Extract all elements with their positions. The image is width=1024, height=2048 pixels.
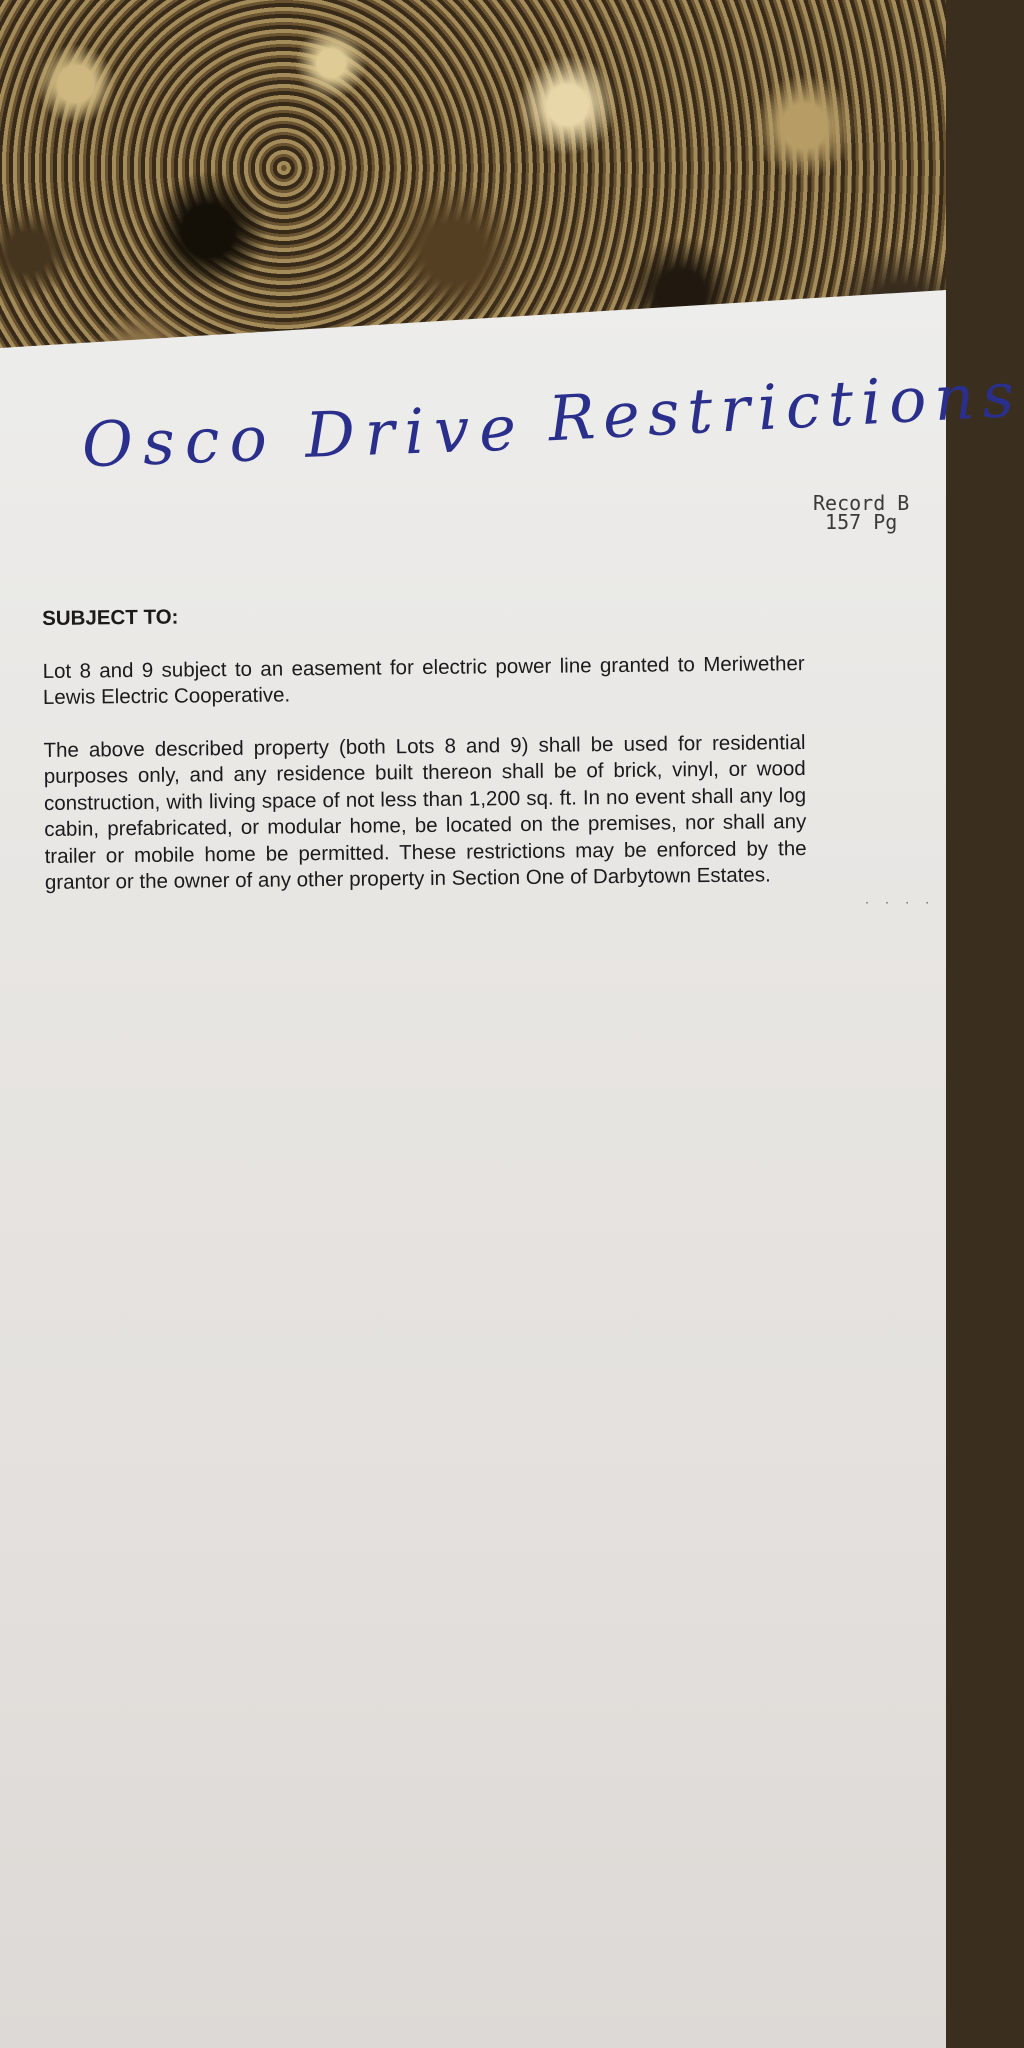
paper-specks: · · · · — [864, 898, 935, 909]
handwritten-title-word-1: Osco — [80, 401, 278, 482]
record-stamp — [813, 491, 910, 534]
document-body — [42, 598, 807, 922]
handwritten-title-word-2: Drive — [303, 391, 528, 472]
document-heading: SUBJECT TO: — [42, 605, 179, 630]
paper-sheet — [0, 290, 946, 2048]
restrictions-paragraph: The above described property (both Lots 8 and 9) shall be used for residential purposes only, and any residence built thereon shall be of brick, vinyl, or wood construction, with living space of not less than 1,200 sq. ft. In no event shall any log cabin, prefabricated, or modular home, be located on the premises, nor shall any trailer or mobile home be permitted. These restrictions may be enforced by the grantor or the owner of any other property in Section One of Darbytown Estates. — [43, 730, 807, 894]
handwritten-title-word-3: Restrictions — [546, 357, 1024, 456]
record-stamp-line-2: 157 Pg — [813, 510, 898, 534]
easement-paragraph: Lot 8 and 9 subject to an easement for electric power line granted to Meriwether Lewis Electric Cooperative. — [42, 651, 805, 709]
record-stamp-line-1: Record B — [813, 491, 910, 515]
